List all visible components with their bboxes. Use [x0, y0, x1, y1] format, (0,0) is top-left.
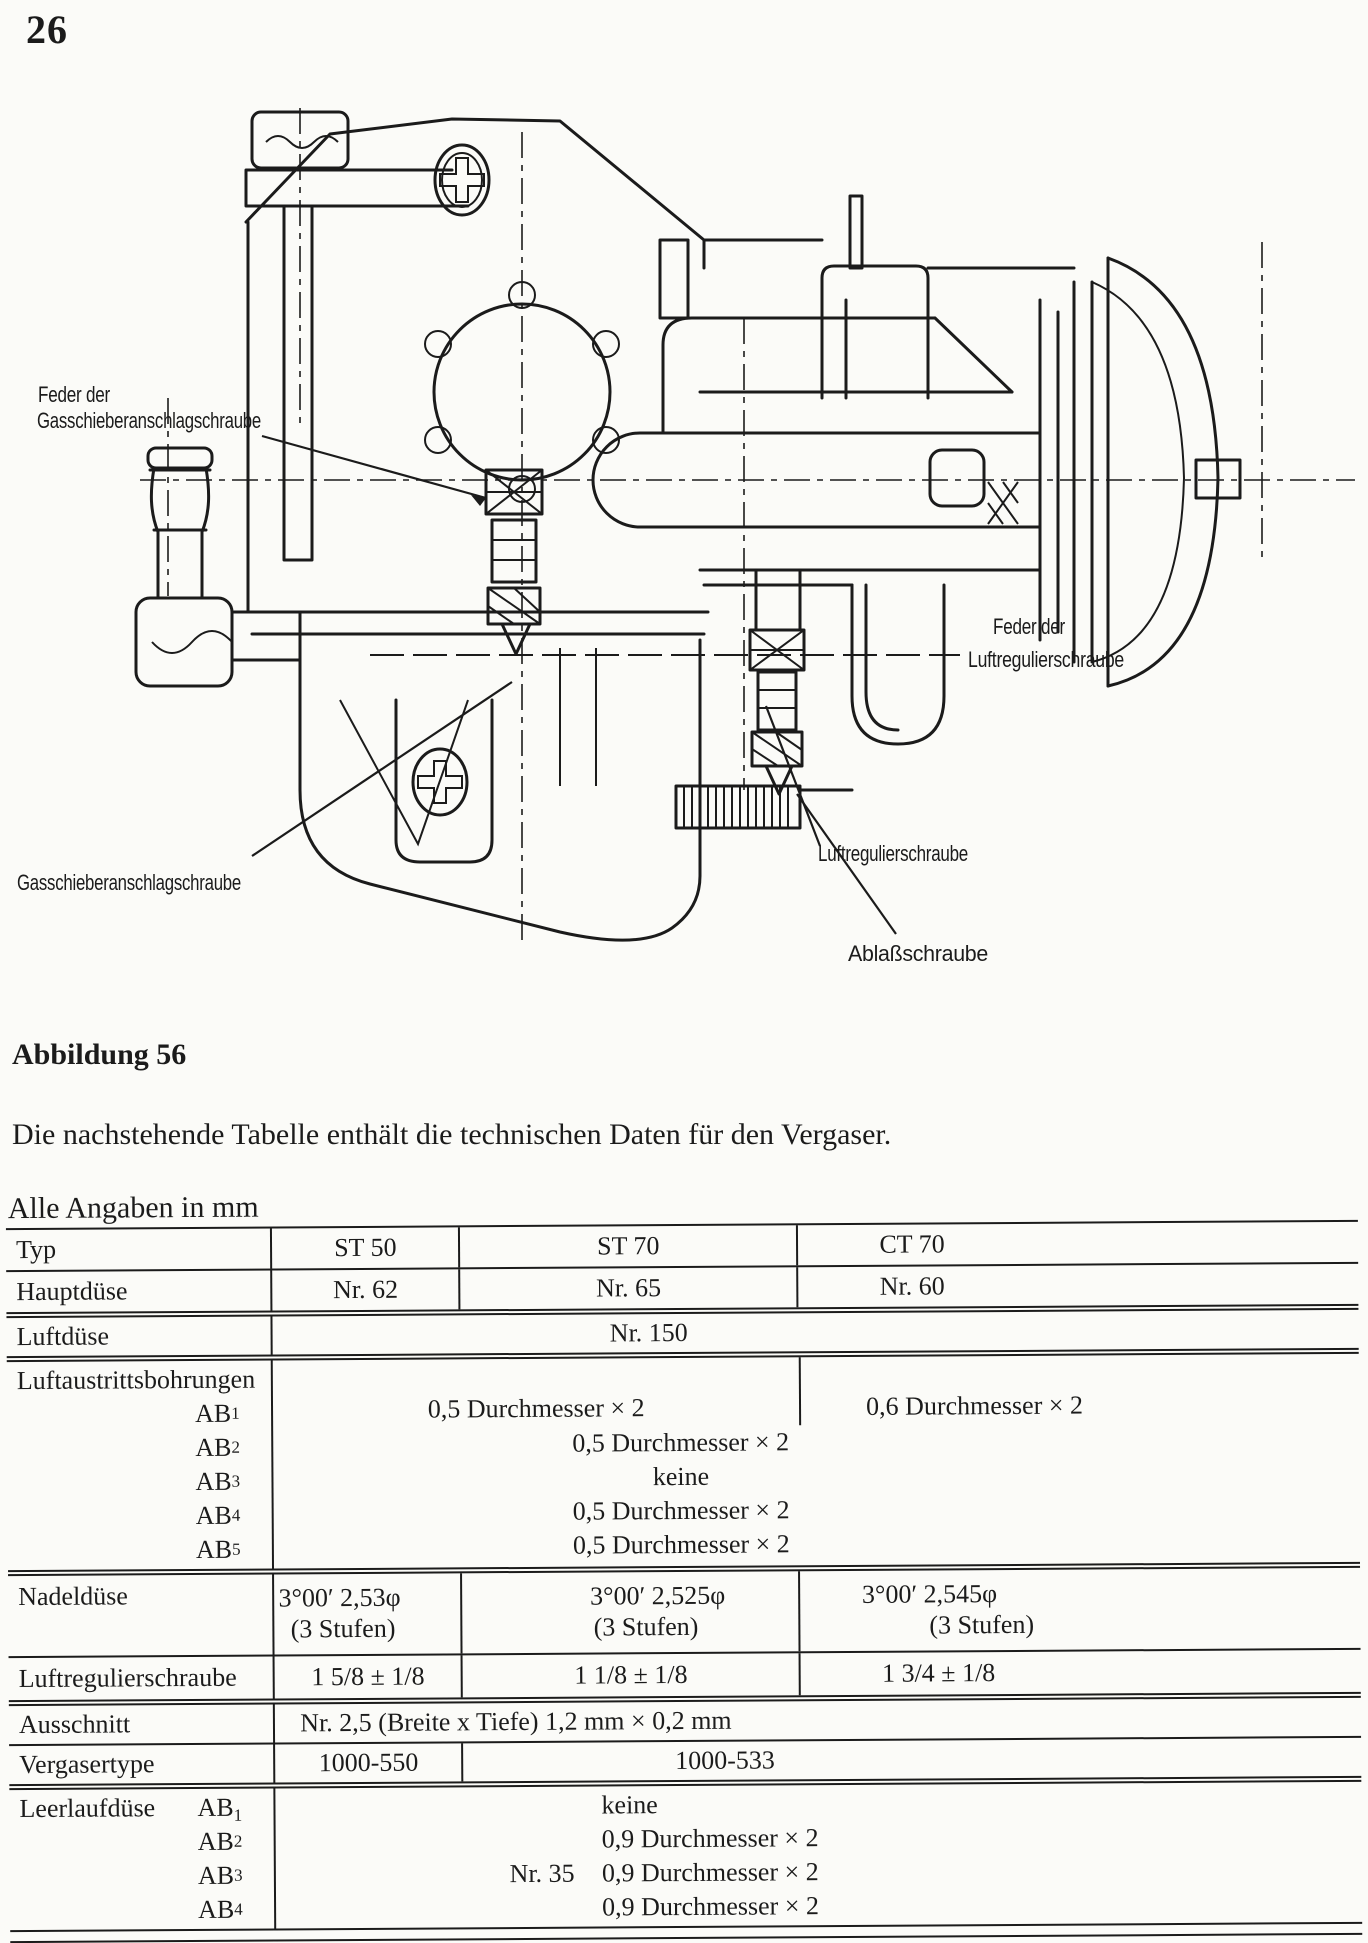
intake-bell: [1108, 258, 1218, 686]
value-ab2: 0,9 Durchmesser × 2: [601, 1823, 819, 1854]
fuel-inlet-spigot: [148, 448, 212, 468]
col-header-st70: ST 70: [460, 1225, 798, 1267]
block-values: [276, 1782, 1362, 1929]
label-feder-luftregulier-line1: Feder der: [993, 614, 1065, 639]
table-row-hauptduese: [6, 1264, 1358, 1318]
value-all: Nr. 150: [609, 1317, 688, 1348]
value-ab1-ct: 0,6 Durchmesser × 2: [866, 1390, 1084, 1421]
row-label: Hauptdüse: [6, 1271, 273, 1313]
value-st70: Nr. 65: [460, 1267, 798, 1309]
row-label: Luftregulierschraube: [9, 1656, 276, 1700]
carburetor-diagram: [0, 88, 1368, 980]
figure-caption: Abbildung 56: [12, 1038, 187, 1071]
row-label: Luftaustrittsbohrungen: [16, 1364, 256, 1396]
ab-label: AB 4: [195, 1500, 241, 1530]
value-st50: 1 5/8 ± 1/8: [275, 1655, 463, 1698]
value-st50: 1000-550: [275, 1743, 463, 1782]
row-label: Luftdüse: [6, 1316, 273, 1356]
row-label: Leerlaufdüse $AB_1$: [19, 1792, 243, 1825]
table-row-nadelduese: [8, 1568, 1360, 1658]
spec-table: [6, 1220, 1362, 1932]
row-label-block: [7, 1360, 275, 1570]
value-ab3: 0,9 Durchmesser × 2: [601, 1857, 819, 1888]
label-feder-luftregulier-line2: Luftregulierschraube: [968, 647, 1125, 672]
page-bottom-rule: [10, 1933, 1362, 1943]
value-ab5: 0,5 Durchmesser × 2: [572, 1529, 790, 1560]
float-bowl: [300, 612, 700, 940]
row-label: Ausschnitt: [9, 1704, 276, 1744]
value-st70: 3°00′ 2,525φ (3 Stufen): [462, 1571, 800, 1653]
ab-label: $AB_1$: [197, 1792, 243, 1825]
table-row-luftregulier: [9, 1650, 1361, 1706]
value-ab3-prefix: Nr. 35: [509, 1858, 575, 1889]
ab-label: AB 1: [195, 1398, 240, 1428]
value-ab4: 0,5 Durchmesser × 2: [572, 1495, 790, 1526]
row-label-block: [9, 1788, 276, 1930]
ab-label: AB 2: [195, 1432, 240, 1462]
value-st50: 3°00′ 2,53φ (3 Stufen): [274, 1573, 462, 1654]
table-row-luftaustritt: [7, 1354, 1360, 1576]
value-ct70: 1 3/4 ± 1/8: [881, 1658, 996, 1688]
value-st70: 1 1/8 ± 1/8: [463, 1653, 801, 1697]
label-ablass: Ablaßschraube: [848, 941, 989, 966]
float-bowl-flange: [248, 612, 708, 634]
row-label: Nadeldüse: [8, 1574, 275, 1656]
leader-gasschieber: [252, 682, 512, 856]
block-values: [273, 1354, 1360, 1569]
row-label: Typ: [6, 1229, 273, 1271]
label-gasschieber: Gasschieberanschlagschraube: [17, 870, 242, 895]
jet-needle: [850, 196, 862, 268]
label-feder-gasschieber-line2: Gasschieberanschlagschraube: [37, 408, 262, 433]
value-ab1: keine: [601, 1790, 658, 1820]
label-feder-gasschieber-line1: Feder der: [38, 382, 110, 407]
ab-label: AB 5: [195, 1534, 241, 1564]
units-note: Alle Angaben in mm: [7, 1190, 259, 1226]
value-ab1-st: 0,5 Durchmesser × 2: [273, 1357, 801, 1428]
value-ct70: Nr. 60: [879, 1271, 945, 1301]
intro-text: Die nachstehende Tabelle enthält die technischen Daten für den Vergaser.: [12, 1118, 892, 1151]
row-label: Vergasertype: [9, 1744, 276, 1784]
ab-label: AB 3: [195, 1466, 241, 1496]
value-rest: 1000-533: [675, 1745, 775, 1776]
spec-table-section: [6, 1184, 1363, 1943]
col-header-ct70: CT 70: [879, 1229, 945, 1259]
carburetor-figure: [0, 88, 1368, 980]
leader-luftregulier: [766, 706, 820, 846]
value-ab3: keine: [652, 1461, 710, 1492]
value-ab4: 0,9 Durchmesser × 2: [602, 1891, 820, 1922]
value-ab2: 0,5 Durchmesser × 2: [572, 1427, 790, 1458]
ab-label: AB 2: [197, 1826, 243, 1856]
table-row-leerlauf: [9, 1782, 1362, 1930]
value-st50: Nr. 62: [273, 1269, 461, 1310]
label-luftregulier: Luftregulierschraube: [818, 841, 969, 866]
ab-label: AB 3: [197, 1860, 243, 1890]
value-all: Nr. 2,5 (Breite x Tiefe) 1,2 mm × 0,2 mm: [300, 1705, 732, 1738]
ab-label: AB 4: [198, 1894, 243, 1924]
col-header-st50: ST 50: [272, 1227, 460, 1268]
value-ct70: 3°00′ 2,545φ (3 Stufen): [861, 1579, 1035, 1640]
page-number: 26: [26, 7, 68, 52]
overflow-cup: [852, 585, 944, 744]
